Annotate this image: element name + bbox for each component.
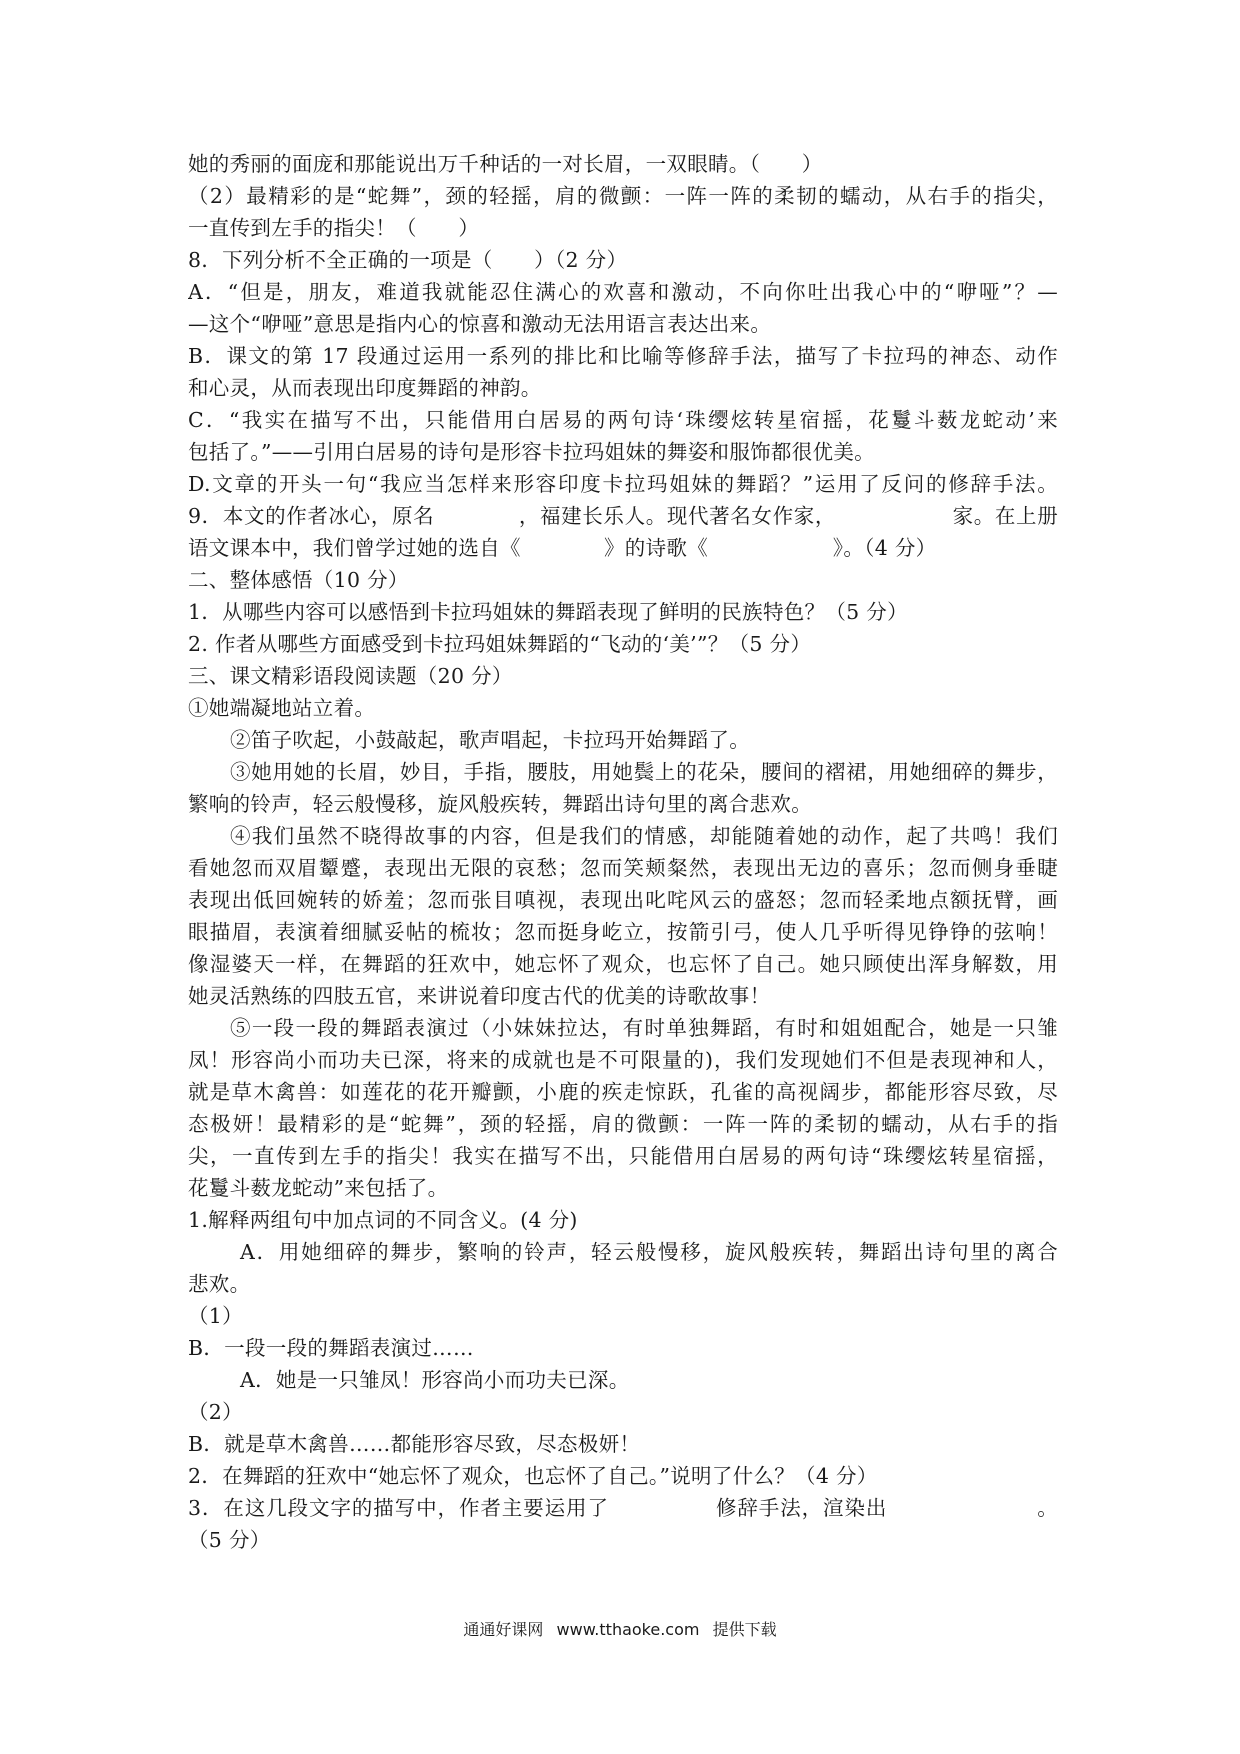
text-line: 和心灵，从而表现出印度舞蹈的神韵。 <box>188 376 542 400</box>
text-line: 就是草木禽兽：如莲花的花开瓣颤，小鹿的疾走惊跃，孔雀的高视阔步，都能形容尽致，尽 <box>188 1080 1058 1104</box>
text-line: ①她端凝地站立着。 <box>188 696 376 720</box>
text-line: 一直传到左手的指尖！（ ） <box>188 216 480 240</box>
document-body <box>188 148 1058 1556</box>
text-line: 凤！形容尚小而功夫已深，将来的成就也是不可限量的)，我们发现她们不但是表现神和人， <box>188 1048 1058 1072</box>
text-line: 语文课本中，我们曾学过她的选自《 》的诗歌《 》。（4 分） <box>188 536 937 560</box>
text-line: 尖，一直传到左手的指尖！我实在描写不出，只能借用白居易的两句诗“珠缨炫转星宿摇， <box>188 1144 1058 1168</box>
text-line: 三、课文精彩语段阅读题（20 分） <box>188 664 513 688</box>
text-line: 态极妍！最精彩的是“蛇舞”，颈的轻摇，肩的微颤：一阵一阵的柔韧的蠕动，从右手的指 <box>188 1112 1058 1136</box>
text-line: 表现出低回婉转的娇羞；忽而张目嗔视，表现出叱咤风云的盛怒；忽而轻柔地点额抚臂，画 <box>188 888 1058 912</box>
text-line: B．一段一段的舞蹈表演过…… <box>188 1336 474 1360</box>
footer-url[interactable]: www.tthaoke.com <box>556 1620 700 1639</box>
text-line: 8．下列分析不全正确的一项是（ ）（2 分） <box>188 248 628 272</box>
text-line: —这个“咿哑”意思是指内心的惊喜和激动无法用语言表达出来。 <box>188 312 772 336</box>
text-line: 二、整体感悟（10 分） <box>188 568 409 592</box>
text-line: C．“我实在描写不出，只能借用白居易的两句诗‘珠缨炫转星宿摇，花鬘斗薮龙蛇动’来 <box>188 408 1058 432</box>
text-line: 繁响的铃声，轻云般慢移，旋风般疾转，舞蹈出诗句里的离合悲欢。 <box>188 792 812 816</box>
text-line: B．就是草木禽兽……都能形容尽致，尽态极妍！ <box>188 1432 641 1456</box>
text-line: 9．本文的作者冰心，原名 ，福建长乐人。现代著名女作家， 家。在上册 <box>188 504 1058 528</box>
text-line: 1.解释两组句中加点词的不同含义。(4 分) <box>188 1208 578 1232</box>
text-line: 包括了。”——引用白居易的诗句是形容卡拉玛姐妹的舞姿和服饰都很优美。 <box>188 440 875 464</box>
text-line: 她灵活熟练的四肢五官，来讲说着印度古代的优美的诗歌故事！ <box>188 984 771 1008</box>
text-line: （2）最精彩的是“蛇舞”，颈的轻摇，肩的微颤：一阵一阵的柔韧的蠕动，从右手的指尖， <box>188 184 1058 208</box>
text-line: （2） <box>188 1400 243 1424</box>
text-line: D.文章的开头一句“我应当怎样来形容印度卡拉玛姐妹的舞蹈？”运用了反问的修辞手法。 <box>188 472 1058 496</box>
text-line: 2. 作者从哪些方面感受到卡拉玛姐妹舞蹈的“飞动的‘美’”？（5 分） <box>188 632 812 656</box>
text-line: B．课文的第 17 段通过运用一系列的排比和比喻等修辞手法，描写了卡拉玛的神态、动作 <box>188 344 1058 368</box>
footer-note: 提供下载 <box>712 1620 777 1639</box>
text-line: A．用她细碎的舞步，繁响的铃声，轻云般慢移，旋风般疾转，舞蹈出诗句里的离合 <box>240 1240 1058 1264</box>
text-line: 像湿婆天一样，在舞蹈的狂欢中，她忘怀了观众，也忘怀了自己。她只顾使出浑身解数，用 <box>188 952 1058 976</box>
text-line: 看她忽而双眉颦蹙，表现出无限的哀愁；忽而笑颊粲然，表现出无边的喜乐；忽而侧身垂睫 <box>188 856 1058 880</box>
text-line: 悲欢。 <box>188 1272 251 1296</box>
text-line: ②笛子吹起，小鼓敲起，歌声唱起，卡拉玛开始舞蹈了。 <box>230 728 750 752</box>
text-line: 她的秀丽的面庞和那能说出万千种话的一对长眉，一双眼睛。（ ） <box>188 152 823 176</box>
text-line: ⑤一段一段的舞蹈表演过（小妹妹拉达，有时单独舞蹈，有时和姐姐配合，她是一只雏 <box>230 1016 1058 1040</box>
text-line: （5 分） <box>188 1528 271 1552</box>
text-line: ④我们虽然不晓得故事的内容，但是我们的情感，却能随着她的动作，起了共鸣！我们 <box>230 824 1058 848</box>
page-footer <box>0 1617 1240 1640</box>
text-line: （1） <box>188 1304 243 1328</box>
text-line: A．“但是，朋友，难道我就能忍住满心的欢喜和激动，不向你吐出我心中的“咿哑”？— <box>188 280 1058 304</box>
footer-site: 通通好课网 <box>463 1620 544 1639</box>
text-line: 花鬘斗薮龙蛇动”来包括了。 <box>188 1176 449 1200</box>
text-line: 3．在这几段文字的描写中，作者主要运用了 修辞手法，渲染出 。 <box>188 1496 1058 1520</box>
text-line: ③她用她的长眉，妙目，手指，腰肢，用她鬓上的花朵，腰间的褶裙，用她细碎的舞步， <box>230 760 1058 784</box>
text-line: A．她是一只雏凤！形容尚小而功夫已深。 <box>240 1368 630 1392</box>
text-line: 眼描眉，表演着细腻妥帖的梳妆；忽而挺身屹立，按箭引弓，使人几乎听得见铮铮的弦响！ <box>188 920 1058 944</box>
text-line: 2．在舞蹈的狂欢中“她忘怀了观众，也忘怀了自己。”说明了什么？（4 分） <box>188 1464 878 1488</box>
text-line: 1．从哪些内容可以感悟到卡拉玛姐妹的舞蹈表现了鲜明的民族特色？（5 分） <box>188 600 908 624</box>
